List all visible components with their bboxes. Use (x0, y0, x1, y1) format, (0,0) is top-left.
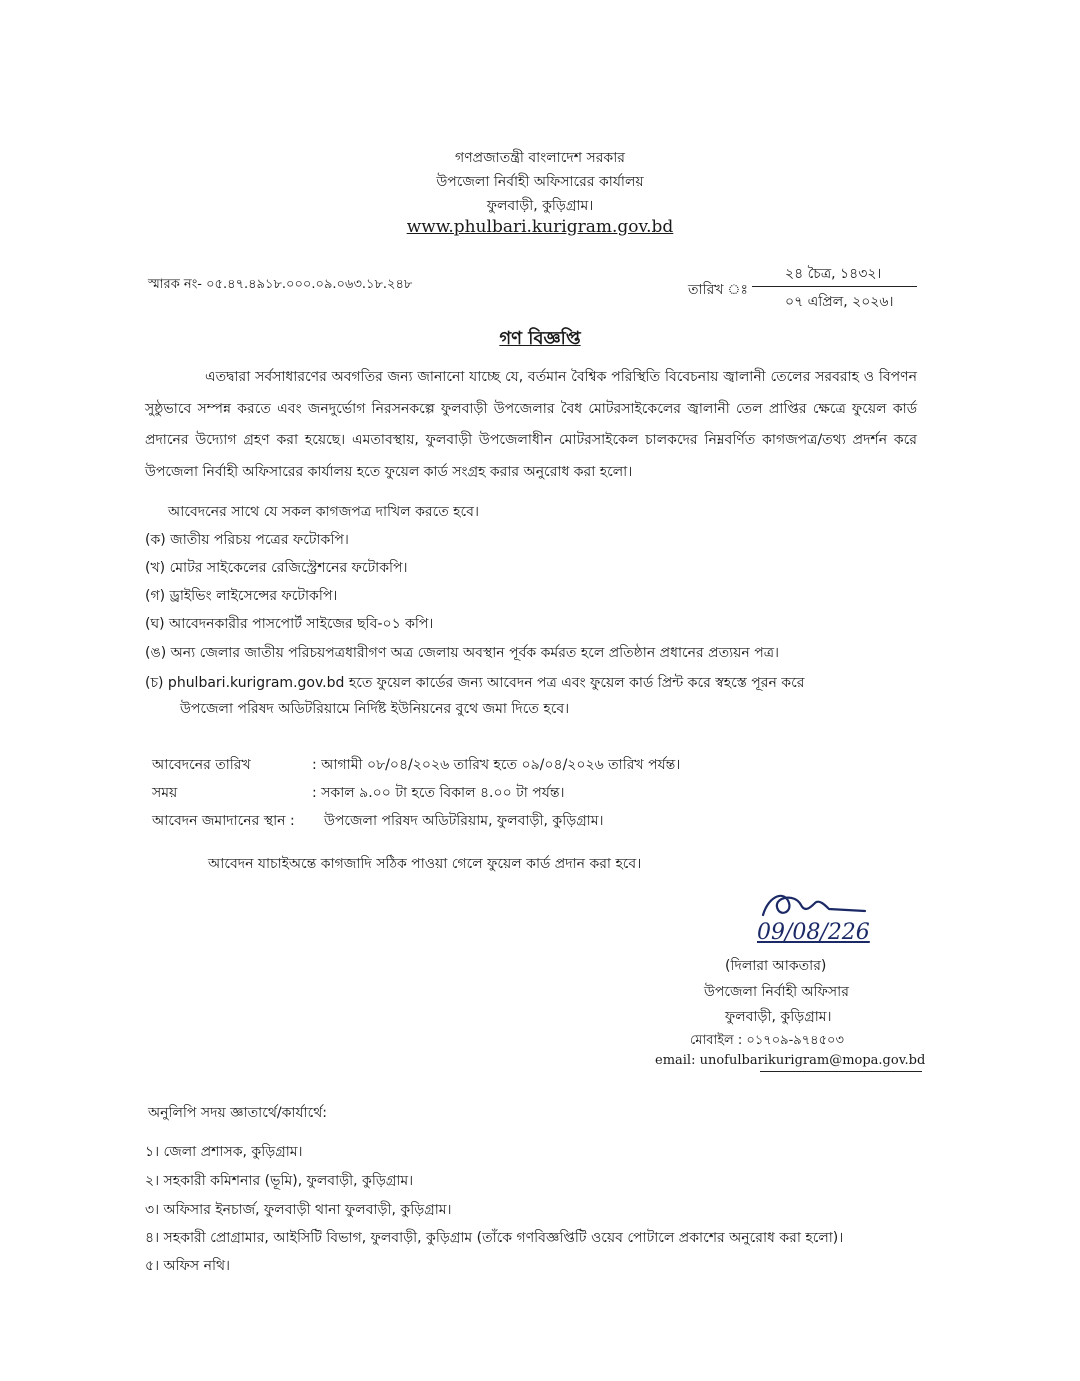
schedule-date-label: আবেদনের তারিখ (152, 757, 251, 773)
notice-title: গণ বিজ্ঞপ্তি (499, 328, 581, 349)
schedule-time-label: সময় (152, 785, 178, 801)
list-item: ১। জেলা প্রশাসক, কুড়িগ্রাম। (145, 1144, 303, 1160)
handwritten-date: 09/08/226 (757, 920, 870, 945)
documents-intro: আবেদনের সাথে যে সকল কাগজপত্র দাখিল করতে হবে। (168, 504, 479, 520)
govt-name: গণপ্রজাতন্ত্রী বাংলাদেশ সরকার (455, 150, 625, 166)
copies-heading: অনুলিপি সদয় জ্ঞাতার্থে/কার্যার্থে: (148, 1105, 327, 1121)
list-item-continuation: উপজেলা পরিষদ অডিটরিয়ামে নির্দিষ্ট ইউনিয়নের বুথে জমা দিতে হবে। (180, 701, 570, 717)
date-english: ০৭ এপ্রিল, ২০২৬। (785, 294, 894, 310)
list-item: (ঘ) আবেদনকারীর পাসপোর্ট সাইজের ছবি-০১ কপি। (145, 616, 434, 632)
date-bangla: ২৪ চৈত্র, ১৪৩২। (785, 266, 882, 282)
signatory-mobile: মোবাইল : ০১৭০৯-৯৭৪৫০৩ (690, 1033, 844, 1048)
office-location: ফুলবাড়ী, কুড়িগ্রাম। (486, 198, 594, 214)
signatory-email[interactable]: email: unofulbarikurigram@mopa.gov.bd (655, 1053, 926, 1068)
body-paragraph: এতদ্বারা সর্বসাধারণের অবগতির জন্য জানানো যাচ্ছে যে, বর্তমান বৈশ্বিক পরিস্থিতি বিবেচনায় জ্বালানী তেলের সরবরাহ ও বিপণন সুষ্ঠুভাবে সম্পন্ন করতে এবং জনদুর্ভোগ নিরসনকল্পে ফুলবাড়ী উপজেলার বৈধ মোটরসাইকেলের জ্বালানী তেল প্রাপ্তির ক্ষেত্রে ফুয়েল কার্ড প্রদানের উদ্যোগ গ্রহণ করা হয়েছে। এমতাবস্থায়, ফুলবাড়ী উপজেলাধীন মোটরসাইকেল চালকদের নিম্নবর্ণিত কাগজপত্র/তথ্য প্রদর্শন করে উপজেলা নির্বাহী অফিসারের কার্যালয় হতে ফুয়েল কার্ড সংগ্রহ করার অনুরোধ করা হলো। (145, 369, 917, 480)
schedule-place-value: উপজেলা পরিষদ অডিটরিয়াম, ফুলবাড়ী, কুড়িগ্রাম। (324, 813, 604, 829)
website-link[interactable]: www.phulbari.kurigram.gov.bd (406, 217, 674, 237)
list-item: (গ) ড্রাইভিং লাইসেন্সের ফটোকপি। (145, 588, 338, 604)
schedule-date-value: : আগামী ০৮/০৪/২০২৬ তারিখ হতে ০৯/০৪/২০২৬ তারিখ পর্যন্ত। (312, 757, 681, 773)
list-item: ২। সহকারী কমিশনার (ভূমি), ফুলবাড়ী, কুড়িগ্রাম। (145, 1173, 414, 1189)
list-item: (চ) phulbari.kurigram.gov.bd হতে ফুয়েল কার্ডের জন্য আবেদন পত্র এবং ফুয়েল কার্ড প্রিন্ট করে স্বহস্তে পূরন করে (145, 675, 805, 691)
memo-ref: স্মারক নং- ০৫.৪৭.৪৯১৮.০০০.০৯.০৬৩.১৮.২৪৮ (148, 277, 413, 292)
list-item: (খ) মোটর সাইকেলের রেজিস্ট্রেশনের ফটোকপি। (145, 560, 408, 576)
office-name: উপজেলা নির্বাহী অফিসারের কার্যালয় (436, 174, 644, 190)
date-divider (752, 286, 917, 287)
signatory-designation: উপজেলা নির্বাহী অফিসার (704, 984, 849, 1000)
list-item: (ঙ) অন্য জেলার জাতীয় পরিচয়পত্রধারীগণ অত্র জেলায় অবস্থান পূর্বক কর্মরত হলে প্রতিষ্ঠান প্রধানের প্রত্যয়ন পত্র। (145, 645, 780, 661)
schedule-place-label: আবেদন জমাদানের স্থান : (152, 813, 295, 829)
list-item: (ক) জাতীয় পরিচয় পত্রের ফটোকপি। (145, 532, 349, 548)
closing-note: আবেদন যাচাইঅন্তে কাগজাদি সঠিক পাওয়া গেলে ফুয়েল কার্ড প্রদান করা হবে। (208, 856, 642, 872)
schedule-time-value: : সকাল ৯.০০ টা হতে বিকাল ৪.০০ টা পর্যন্ত। (312, 785, 565, 801)
list-item: ৫। অফিস নথি। (145, 1258, 231, 1274)
list-item: ৪। সহকারী প্রোগ্রামার, আইসিটি বিভাগ, ফুলবাড়ী, কুড়িগ্রাম (তাঁকে গণবিজ্ঞপ্তিটি ওয়েব পোটালে প্রকাশের অনুরোধ করা হলো)। (145, 1230, 844, 1246)
signatory-location: ফুলবাড়ী, কুড়িগ্রাম। (725, 1009, 832, 1025)
date-label: তারিখ ঃ (688, 282, 748, 298)
email-underline (760, 1071, 922, 1072)
list-item: ৩। অফিসার ইনচার্জ, ফুলবাড়ী থানা ফুলবাড়ী, কুড়িগ্রাম। (145, 1202, 452, 1218)
signatory-name: (দিলারা আকতার) (725, 958, 827, 974)
